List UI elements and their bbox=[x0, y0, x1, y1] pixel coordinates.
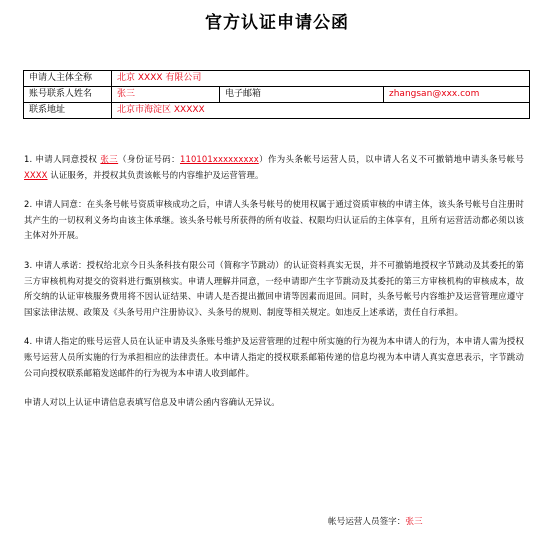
signature-name: 张三 bbox=[405, 517, 423, 527]
letter-body bbox=[24, 152, 524, 425]
paragraph-1-text: 1. 申请人同意授权 bbox=[24, 154, 101, 164]
applicant-info-table bbox=[23, 70, 530, 119]
table-row bbox=[24, 103, 530, 119]
document-title: 官方认证申请公函 bbox=[205, 13, 349, 33]
table-row bbox=[24, 87, 530, 103]
paragraph-2: 2. 申请人同意：在头条号帐号资质审核成功之后，申请人头条号帐号的使用权属于通过资质审核的申请主体，该头条号帐号自注册时其产生的一切权利义务均由该主体承继。该头条号帐号所获得的所有收益、权限均归认证后的主体享有，且所有运营活动都必须以该主体对外开展。 bbox=[24, 199, 524, 241]
applicant-name-value: 北京 XXXX 有限公司 bbox=[112, 71, 530, 87]
address-label: 联系地址 bbox=[24, 103, 112, 119]
authorized-person-name: 张三 bbox=[100, 154, 119, 164]
email-value: zhangsan@xxx.com bbox=[384, 87, 530, 103]
contact-name-label: 账号联系人姓名 bbox=[24, 87, 112, 103]
paragraph-3: 3. 申请人承诺：授权给北京今日头条科技有限公司（简称字节跳动）的认证资料真实无误，并不可撤销地授权字节跳动及其委托的第三方审核机构对提交的资料进行甄别核实。申请人理解并同意，一经申请即产生字节跳动及其委托的第三方审核机构的审核成本，故所交纳的认证审核服务费用将不因认证结果、申请人是否提出撤回申请等因素而退回。同时，头条号帐号内容维护及运营管理应遵守国家法律法规、政策及《头条号用户注册协议》、头条号的规则、制度等相关规定。如违反上述承诺，责任自行承担。 bbox=[24, 259, 524, 317]
account-name: XXXX bbox=[24, 169, 48, 180]
paragraph-1-text: 认证服务，并授权其负责该帐号的内容维护及运营管理。 bbox=[47, 169, 264, 180]
paragraph-4: 4. 申请人指定的账号运营人员在认证申请及头条账号维护及运营管理的过程中所实施的行为视为本申请人的行为，本申请人需为授权账号运营人员所实施的行为承担相应的法律责任。本申请人指定的授权联系邮箱传递的信息均视为本申请人真实意思表示，字节跳动公司向授权联系邮箱发送邮件的行为视为本申请人收到邮件。 bbox=[24, 336, 524, 378]
email-label: 电子邮箱 bbox=[220, 87, 384, 103]
paragraph-1-text: （身份证号码： bbox=[118, 154, 180, 164]
id-number: 110101xxxxxxxxx bbox=[179, 154, 259, 164]
applicant-name-label: 申请人主体全称 bbox=[24, 71, 112, 87]
signature-line bbox=[328, 515, 423, 527]
contact-name-value: 张三 bbox=[112, 87, 220, 103]
address-value: 北京市海淀区 XXXXX bbox=[112, 103, 530, 119]
paragraph-1-text: ）作为头条帐号运营人员，以申请人名义不可撤销地申请头条号帐号 bbox=[258, 154, 524, 164]
table-row bbox=[24, 71, 530, 87]
signature-label: 帐号运营人员签字： bbox=[328, 517, 406, 527]
paragraph-1 bbox=[24, 152, 524, 183]
paragraph-5: 申请人对以上认证申请信息表填写信息及申请公函内容确认无异议。 bbox=[24, 397, 280, 408]
